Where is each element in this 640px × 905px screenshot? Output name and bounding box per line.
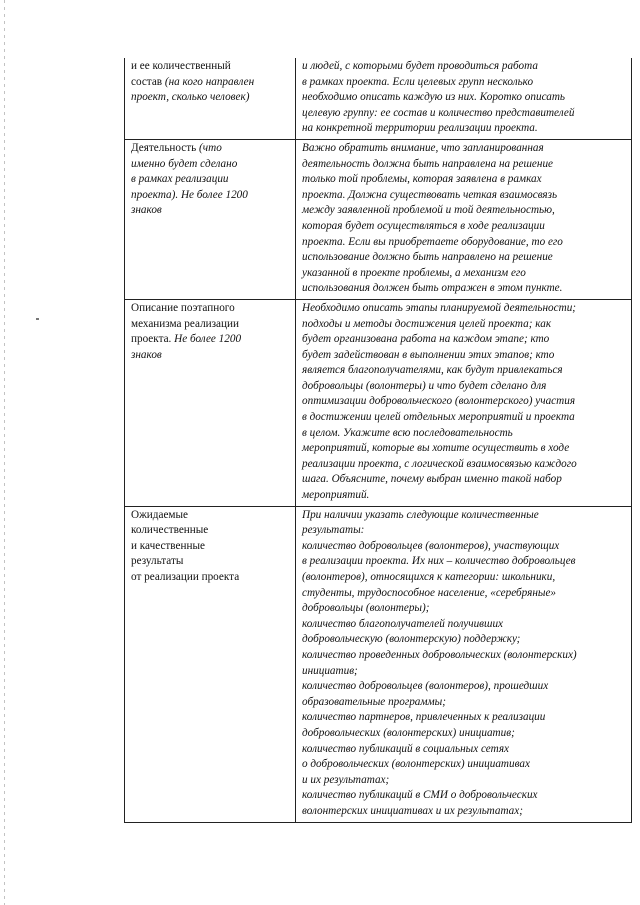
description-line: и их результатах; <box>302 773 390 786</box>
description-line: необходимо описать каждую из них. Коротко описать <box>302 91 566 104</box>
label-line: результаты <box>131 555 184 568</box>
description-line: проекта. Если вы приобретаете оборудование, то его <box>302 235 563 248</box>
row-label-cell <box>125 506 296 822</box>
label-line: и качественные <box>131 539 205 552</box>
description-line: (волонтеров), относящихся к категории: школьники, <box>302 571 556 583</box>
description-line: количество публикаций в социальных сетях <box>302 742 509 755</box>
description-line: добровольцы (волонтеры); <box>302 602 430 615</box>
label-line: именно будет сделано <box>131 157 238 170</box>
description-line: которая будет осуществляться в ходе реализации <box>302 219 545 232</box>
description-line: в достижении целей отдельных мероприятий и проекта <box>302 411 575 424</box>
description-line: добровольческую (волонтерскую) поддержку; <box>302 633 521 646</box>
row-label-cell <box>125 139 296 299</box>
label-line: от реализации проекта <box>131 571 240 583</box>
description-line: целевую группу: ее состав и количество представителей <box>302 106 575 119</box>
description-line: только той проблемы, которая заявлена в рамках <box>302 173 542 186</box>
description-line: добровольческих (волонтерских) инициатив; <box>302 726 515 739</box>
table-row-activity <box>125 139 632 299</box>
description-line: количество партнеров, привлеченных к реализации <box>302 711 546 724</box>
description-line: использования должен быть отражен в этом пункте. <box>302 282 563 295</box>
description-line: в целом. Укажите всю последовательность <box>302 426 513 439</box>
scan-edge-artifact <box>4 0 5 905</box>
label-line: проекта). Не более 1200 <box>131 188 248 201</box>
description-line: Важно обратить внимание, что запланированная <box>302 141 544 154</box>
description-line: проекта. Должна существовать четкая взаимосвязь <box>302 188 558 201</box>
description-line: подходы и методы достижения целей проекта; как <box>302 317 552 330</box>
description-line: количество благополучателей получивших <box>302 617 504 630</box>
description-line: деятельность должна быть направлена на решение <box>302 157 554 170</box>
label-line: Описание поэтапного <box>131 301 235 314</box>
label-line: Деятельность (что <box>131 141 222 154</box>
label-line: знаков <box>131 348 162 361</box>
label-line: количественные <box>131 524 209 537</box>
description-line: оптимизации добровольческого (волонтерского) участия <box>302 395 576 408</box>
description-line: указанной в проекте проблемы, а механизм его <box>302 266 526 279</box>
description-line: будет задействован в выполнении этих этапов; кто <box>302 348 555 361</box>
description-line: количество проведенных добровольческих (волонтерских) <box>302 648 577 661</box>
row-description-cell <box>296 299 632 506</box>
description-line: на конкретной территории реализации проекта. <box>302 122 538 135</box>
description-line: Необходимо описать этапы планируемой деятельности; <box>302 301 577 314</box>
description-line: инициатив; <box>302 664 358 677</box>
description-line: студенты, трудоспособное население, «серебряные» <box>302 586 557 599</box>
description-line: образовательные программы; <box>302 695 446 708</box>
description-line: мероприятий. <box>302 489 370 502</box>
label-line: в рамках реализации <box>131 173 229 186</box>
label-line: проект, сколько человек) <box>131 91 250 104</box>
description-line: количество добровольцев (волонтеров), участвующих <box>302 539 560 552</box>
description-line: использование должно быть направлено на решение <box>302 251 553 264</box>
description-line: результаты: <box>302 524 365 537</box>
table-row-expected-results <box>125 506 632 822</box>
row-description-cell <box>296 506 632 822</box>
description-line: о добровольческих (волонтерских) инициативах <box>302 758 530 771</box>
label-line: проекта. Не более 1200 <box>131 333 242 346</box>
project-application-table <box>124 58 632 823</box>
table-row-stage-mechanism <box>125 299 632 506</box>
description-line: количество добровольцев (волонтеров), прошедших <box>302 680 549 693</box>
description-line: мероприятий, которые вы хотите осуществить в ходе <box>302 442 570 455</box>
description-line: между заявленной проблемой и той деятельностью, <box>302 204 555 217</box>
label-line: состав (на кого направлен <box>131 75 255 88</box>
description-line: в рамках проекта. Если целевых групп несколько <box>302 75 534 88</box>
scan-speck <box>36 318 39 320</box>
description-line: шага. Объясните, почему выбран именно такой набор <box>302 473 562 486</box>
description-line: и людей, с которыми будет проводиться работа <box>302 60 538 72</box>
label-line: механизма реализации <box>131 317 239 330</box>
row-description-cell <box>296 139 632 299</box>
description-line: количество публикаций в СМИ о добровольческих <box>302 789 538 802</box>
table-row-target-group <box>125 58 632 139</box>
description-line: в реализации проекта. Их них – количество добровольцев <box>302 555 576 568</box>
row-label-cell <box>125 58 296 139</box>
label-line: Ожидаемые <box>131 508 188 521</box>
label-line: и ее количественный <box>131 60 231 72</box>
label-line: знаков <box>131 204 162 217</box>
description-line: волонтерских инициативах и их результатах; <box>302 804 523 817</box>
row-description-cell <box>296 58 632 139</box>
description-line: будет организована работа на каждом этапе; кто <box>302 333 550 346</box>
description-line: является благополучателями, как будут привлекаться <box>302 364 563 377</box>
description-line: добровольцы (волонтеры) и что будет сделано для <box>302 379 547 392</box>
description-line: реализации проекта, с логической взаимосвязью каждого <box>302 457 577 470</box>
description-line: При наличии указать следующие количественные <box>302 508 539 521</box>
row-label-cell <box>125 299 296 506</box>
